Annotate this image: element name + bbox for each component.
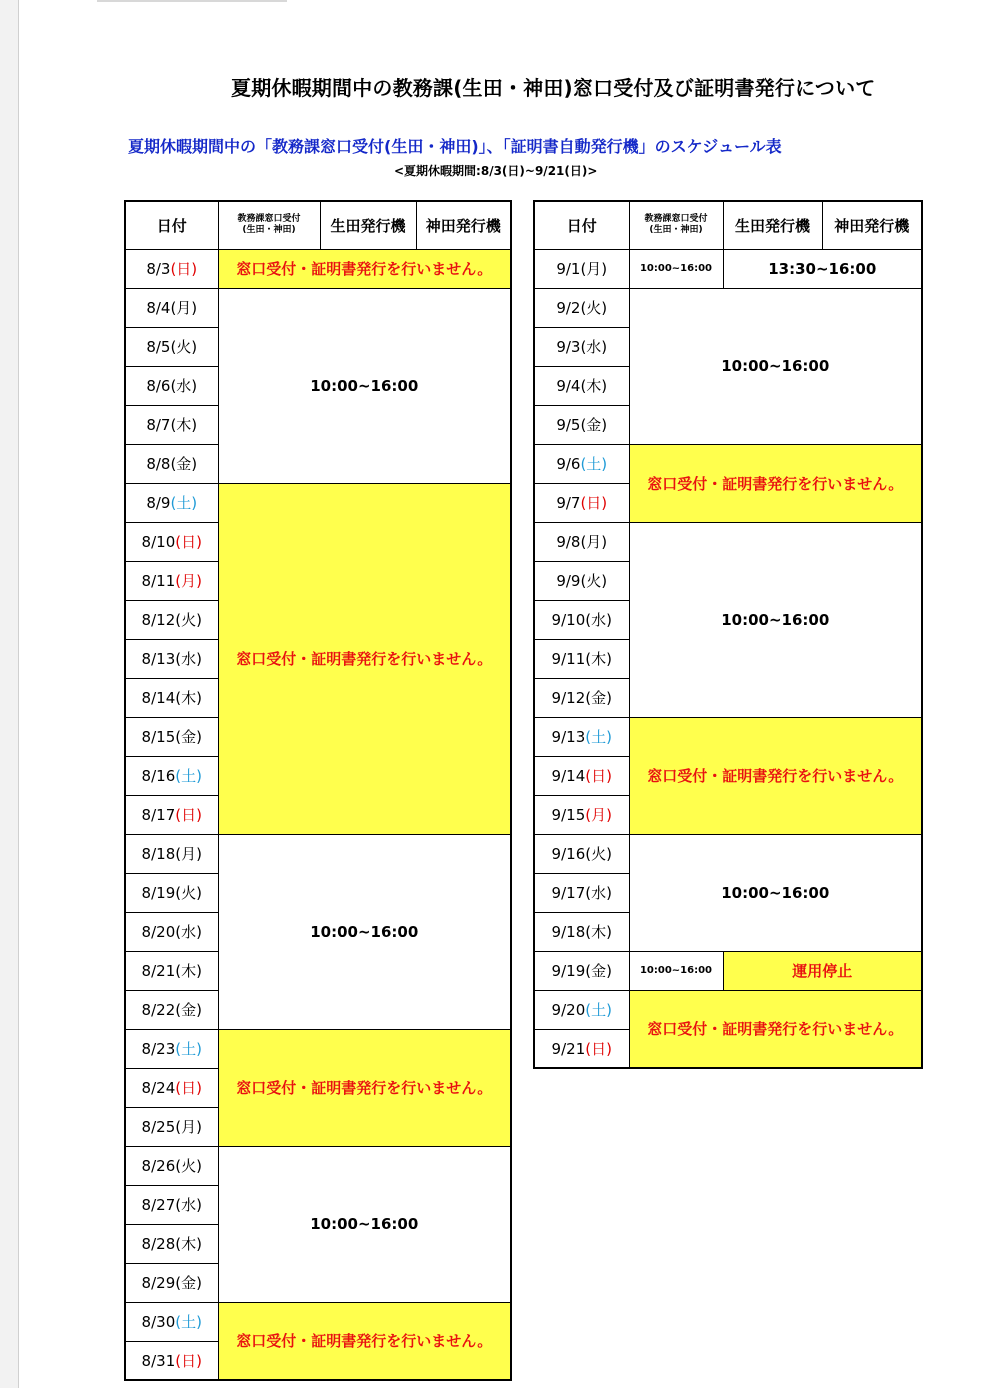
open-hours: 10:00~16:00 (218, 288, 511, 483)
date-weekday: (月) (585, 806, 612, 824)
date-month-day: 8/20 (141, 923, 176, 941)
header-date: 日付 (125, 201, 218, 249)
date-cell (534, 366, 629, 405)
open-hours: 10:00~16:00 (629, 522, 922, 717)
date-weekday: (日) (175, 533, 202, 551)
date-month-day: 9/20 (551, 1001, 586, 1019)
date-weekday: (日) (175, 1079, 202, 1097)
header-counter: 教務課窓口受付 (生田・神田) (629, 201, 723, 249)
date-weekday: (金) (580, 416, 608, 434)
open-hours: 10:00~16:00 (218, 834, 511, 1029)
date-month-day: 9/8 (556, 533, 581, 551)
header-date: 日付 (534, 201, 629, 249)
date-month-day: 8/4 (146, 299, 171, 317)
date-month-day: 9/12 (551, 689, 586, 707)
date-weekday: (日) (585, 767, 612, 785)
date-month-day: 8/29 (141, 1274, 176, 1292)
date-cell (125, 1185, 218, 1224)
date-month-day: 8/10 (141, 533, 176, 551)
date-cell (125, 990, 218, 1029)
date-cell (125, 1302, 218, 1341)
date-month-day: 8/25 (141, 1118, 176, 1136)
date-cell (125, 756, 218, 795)
closed-notice: 窓口受付・証明書発行を行いません。 (218, 1302, 511, 1380)
date-weekday: (水) (175, 923, 202, 941)
date-cell (534, 249, 629, 288)
schedule-table-august (124, 200, 512, 1381)
header-ikuta-machine: 生田発行機 (723, 201, 822, 249)
date-weekday: (金) (175, 1274, 202, 1292)
header-kanda-machine: 神田発行機 (822, 201, 922, 249)
date-cell (125, 366, 218, 405)
date-month-day: 9/14 (551, 767, 586, 785)
date-weekday: (月) (175, 845, 202, 863)
header-counter: 教務課窓口受付 (生田・神田) (218, 201, 320, 249)
date-cell (534, 522, 629, 561)
date-weekday: (火) (175, 611, 202, 629)
date-weekday: (土) (175, 1313, 202, 1331)
header-ikuta-machine: 生田発行機 (320, 201, 416, 249)
open-hours: 10:00~16:00 (629, 834, 922, 951)
date-weekday: (日) (175, 1351, 202, 1370)
date-month-day: 8/12 (141, 611, 176, 629)
machine-suspended: 運用停止 (723, 951, 922, 990)
date-month-day: 9/3 (556, 338, 581, 356)
date-cell (125, 522, 218, 561)
date-cell (534, 756, 629, 795)
date-cell (125, 951, 218, 990)
date-month-day: 8/17 (141, 806, 176, 824)
date-cell (534, 795, 629, 834)
date-month-day: 8/15 (141, 728, 176, 746)
date-month-day: 9/6 (556, 455, 581, 473)
closed-notice: 窓口受付・証明書発行を行いません。 (218, 1029, 511, 1146)
date-cell (125, 639, 218, 678)
date-month-day: 9/18 (551, 923, 586, 941)
date-weekday: (水) (585, 611, 612, 629)
date-cell (125, 327, 218, 366)
date-weekday: (火) (580, 299, 608, 317)
date-weekday: (金) (585, 689, 612, 707)
date-cell (534, 639, 629, 678)
date-cell (534, 288, 629, 327)
date-cell (534, 951, 629, 990)
date-month-day: 8/14 (141, 689, 176, 707)
date-month-day: 8/13 (141, 650, 176, 668)
date-month-day: 8/18 (141, 845, 176, 863)
date-cell (125, 678, 218, 717)
date-cell (125, 1107, 218, 1146)
date-cell (125, 444, 218, 483)
date-weekday: (水) (175, 1196, 202, 1214)
date-weekday: (土) (175, 767, 202, 785)
closed-notice: 窓口受付・証明書発行を行いません。 (629, 990, 922, 1068)
date-month-day: 8/30 (141, 1313, 176, 1331)
date-cell (125, 1068, 218, 1107)
date-month-day: 8/24 (141, 1079, 176, 1097)
date-weekday: (土) (170, 494, 198, 512)
date-month-day: 8/8 (146, 455, 171, 473)
closed-notice: 窓口受付・証明書発行を行いません。 (218, 249, 511, 288)
date-weekday: (日) (175, 806, 202, 824)
date-weekday: (木) (175, 689, 202, 707)
date-weekday: (土) (585, 1001, 612, 1019)
date-month-day: 8/27 (141, 1196, 176, 1214)
date-cell (125, 249, 218, 288)
date-cell (125, 483, 218, 522)
date-cell (125, 795, 218, 834)
date-weekday: (木) (175, 1235, 202, 1253)
date-cell (125, 405, 218, 444)
date-cell (534, 327, 629, 366)
date-weekday: (火) (580, 572, 608, 590)
date-cell (125, 1341, 218, 1380)
date-cell (534, 873, 629, 912)
date-cell (534, 405, 629, 444)
date-month-day: 9/11 (551, 650, 586, 668)
counter-hours: 10:00~16:00 (629, 249, 723, 288)
date-month-day: 8/21 (141, 962, 176, 980)
date-month-day: 9/17 (551, 884, 586, 902)
date-weekday: (木) (170, 416, 198, 434)
date-cell (534, 990, 629, 1029)
date-weekday: (木) (585, 923, 612, 941)
date-weekday: (火) (175, 1157, 202, 1175)
date-cell (125, 600, 218, 639)
date-weekday: (金) (170, 455, 198, 473)
date-month-day: 8/28 (141, 1235, 176, 1253)
closed-notice: 窓口受付・証明書発行を行いません。 (629, 717, 922, 834)
date-weekday: (日) (585, 1039, 612, 1058)
date-month-day: 9/21 (551, 1039, 586, 1058)
date-month-day: 8/23 (141, 1040, 176, 1058)
date-weekday: (水) (585, 884, 612, 902)
date-weekday: (月) (580, 533, 608, 551)
header-kanda-machine: 神田発行機 (416, 201, 511, 249)
date-cell (125, 873, 218, 912)
date-month-day: 9/19 (551, 962, 586, 980)
date-weekday: (火) (585, 845, 612, 863)
date-weekday: (木) (580, 377, 608, 395)
open-hours: 10:00~16:00 (218, 1146, 511, 1302)
date-month-day: 9/1 (556, 260, 581, 278)
date-weekday: (水) (170, 377, 198, 395)
date-weekday: (火) (175, 884, 202, 902)
page-title: 夏期休暇期間中の教務課(生田・神田)窓口受付及び証明書発行について (231, 76, 876, 100)
counter-hours: 10:00~16:00 (629, 951, 723, 990)
date-weekday: (土) (175, 1040, 202, 1058)
date-month-day: 9/7 (556, 494, 581, 512)
date-weekday: (月) (175, 1118, 202, 1136)
schedule-subtitle: 夏期休暇期間中の「教務課窓口受付(生田・神田)」、「証明書自動発行機」のスケジュール表 (128, 137, 782, 156)
date-month-day: 9/16 (551, 845, 586, 863)
closed-notice: 窓口受付・証明書発行を行いません。 (629, 444, 922, 522)
open-hours: 10:00~16:00 (629, 288, 922, 444)
closed-notice: 窓口受付・証明書発行を行いません。 (218, 483, 511, 834)
date-weekday: (月) (175, 572, 202, 590)
date-month-day: 9/2 (556, 299, 581, 317)
date-cell (534, 912, 629, 951)
date-month-day: 8/22 (141, 1001, 176, 1019)
date-month-day: 9/5 (556, 416, 581, 434)
date-cell (125, 1263, 218, 1302)
date-cell (534, 717, 629, 756)
date-month-day: 8/26 (141, 1157, 176, 1175)
date-cell (534, 678, 629, 717)
date-month-day: 8/7 (146, 416, 171, 434)
date-cell (125, 717, 218, 756)
date-month-day: 8/11 (141, 572, 176, 590)
date-weekday: (土) (585, 728, 612, 746)
date-month-day: 8/6 (146, 377, 171, 395)
date-weekday: (日) (580, 494, 608, 512)
date-weekday: (土) (580, 455, 608, 473)
date-month-day: 8/19 (141, 884, 176, 902)
date-cell (125, 1146, 218, 1185)
date-weekday: (月) (170, 299, 198, 317)
vacation-period: <夏期休暇期間:8/3(日)~9/21(日)> (394, 164, 598, 178)
date-cell (534, 1029, 629, 1068)
date-cell (125, 1029, 218, 1068)
date-cell (125, 288, 218, 327)
date-month-day: 8/3 (146, 260, 171, 278)
date-weekday: (水) (580, 338, 608, 356)
date-month-day: 9/9 (556, 572, 581, 590)
date-month-day: 8/31 (141, 1351, 176, 1370)
date-weekday: (金) (175, 1001, 202, 1019)
date-weekday: (月) (580, 260, 608, 278)
date-cell (534, 600, 629, 639)
date-weekday: (木) (175, 962, 202, 980)
date-weekday: (金) (175, 728, 202, 746)
date-cell (125, 561, 218, 600)
date-month-day: 8/5 (146, 338, 171, 356)
date-month-day: 9/10 (551, 611, 586, 629)
date-cell (125, 1224, 218, 1263)
machine-hours: 13:30~16:00 (723, 249, 922, 288)
date-month-day: 8/9 (146, 494, 171, 512)
date-weekday: (日) (170, 260, 198, 278)
date-month-day: 9/4 (556, 377, 581, 395)
date-weekday: (水) (175, 650, 202, 668)
date-cell (534, 444, 629, 483)
date-month-day: 9/13 (551, 728, 586, 746)
top-divider (97, 0, 287, 2)
schedule-table-september (533, 200, 923, 1069)
date-cell (125, 912, 218, 951)
date-cell (534, 561, 629, 600)
date-cell (534, 834, 629, 873)
date-weekday: (火) (170, 338, 198, 356)
date-weekday: (金) (585, 962, 612, 980)
date-cell (125, 834, 218, 873)
date-month-day: 9/15 (551, 806, 586, 824)
date-weekday: (木) (585, 650, 612, 668)
date-month-day: 8/16 (141, 767, 176, 785)
date-cell (534, 483, 629, 522)
